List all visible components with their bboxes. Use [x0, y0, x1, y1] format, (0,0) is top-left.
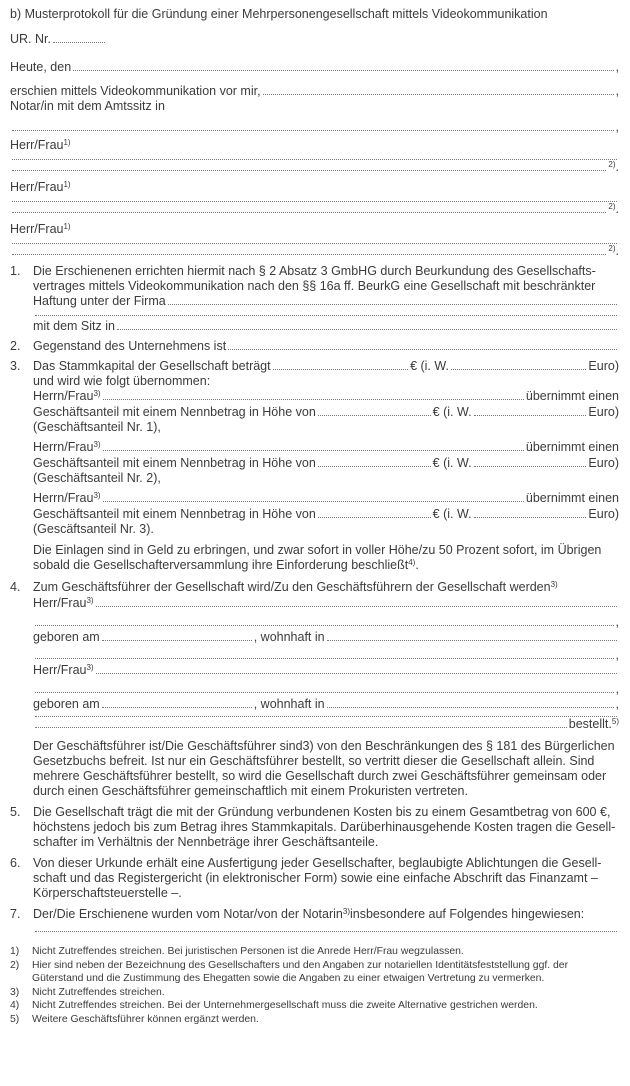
dotted-fill-line — [103, 500, 524, 502]
doc-line — [10, 886, 619, 901]
doc-line — [10, 717, 619, 733]
item-number: 4. — [10, 580, 21, 594]
text-segment: € (i. W. — [432, 405, 472, 419]
text-segment: Die Gesellschaft trägt die mit der Gründung verbundenen Kosten bis zu einem Gesamtbetrag von 600 €, — [33, 805, 611, 819]
doc-line — [10, 739, 619, 754]
clause-2 — [10, 339, 619, 354]
text-segment: . — [415, 558, 419, 572]
text-segment: € (i. W. — [432, 456, 472, 470]
doc-line — [10, 405, 619, 420]
text-segment: Gegenstand des Unternehmens ist — [33, 339, 227, 353]
text-segment: mit dem Sitz in — [33, 319, 115, 333]
footnote-reference: 4) — [408, 558, 416, 567]
text-segment: b) Musterprotokoll für die Gründung einer Mehrpersonengesellschaft mittels Videokommunikation — [10, 7, 548, 21]
text-segment: Heute, den — [10, 60, 72, 74]
doc-line — [10, 663, 619, 679]
doc-line — [10, 596, 619, 612]
dotted-fill-line — [102, 706, 252, 708]
notary-seat-line — [10, 99, 619, 114]
dotted-fill-line — [12, 211, 606, 213]
footnote-reference: 3) — [93, 491, 101, 500]
doc-line — [10, 374, 619, 389]
doc-line — [10, 420, 619, 435]
footnote-reference: 2) — [608, 160, 616, 169]
text-segment: Nicht Zutreffendes streichen. Bei der Unternehmergesellschaft muss die zweite Alternative gestrichen werden. — [32, 1000, 538, 1011]
fill-line — [10, 244, 619, 260]
text-segment: , — [615, 84, 619, 98]
text-segment: , — [615, 60, 619, 74]
dotted-fill-line — [117, 328, 617, 330]
text-segment: , wohnhaft in — [253, 630, 325, 644]
text-segment: Die Erschienenen errichten hiermit nach § 2 Absatz 3 GmbHG durch Beurkundung des Gesellschafts- — [33, 264, 596, 278]
doc-line — [10, 507, 619, 522]
footnote-number: 1) — [10, 946, 20, 957]
dotted-fill-line — [35, 314, 617, 316]
text-segment: . — [615, 202, 619, 216]
text-segment: Die Einlagen sind in Geld zu erbringen, und zwar sofort in voller Höhe/zu 50 Prozent sofort, im Übrigen — [33, 543, 602, 557]
doc-line — [10, 522, 619, 537]
item-number: 3. — [10, 359, 21, 373]
footnote-reference: 1) — [63, 138, 71, 147]
text-segment: Herrn/Frau — [33, 491, 94, 505]
person-1-heading — [10, 138, 619, 154]
text-segment: Hier sind neben der Bezeichnung des Gesellschafters und den Angaben zur notariellen Identitätsfeststellung ggf. der — [32, 959, 569, 971]
fill-line — [10, 120, 619, 135]
text-segment: geboren am — [33, 630, 100, 644]
text-segment: Geschäftsanteil mit einem Nennbetrag in Höhe von — [33, 507, 316, 521]
text-segment: Zum Geschäftsführer der Gesellschaft wird/Zu den Geschäftsführern der Gesellschaft werden — [33, 580, 551, 594]
text-segment: Euro) — [588, 507, 619, 521]
doc-line — [10, 820, 619, 835]
text-segment: UR. Nr. — [10, 32, 51, 46]
footnote-reference: 2) — [608, 202, 616, 211]
text-segment: Der/Die Erschienene wurden vom Notar/von der Notarin — [33, 907, 343, 921]
text-segment: , wohnhaft in — [253, 697, 325, 711]
text-segment: schaft und das Registergericht (in elektronischer Form) sowie eine einfache Abschrift das Finanzamt – — [33, 871, 598, 885]
footnote-reference: 1) — [63, 180, 71, 189]
text-segment: Herrn/Frau — [33, 440, 94, 454]
text-segment: Herr/Frau — [10, 138, 64, 152]
doc-line — [10, 440, 619, 456]
item-number: 6. — [10, 856, 21, 870]
footnote-reference: 3) — [86, 596, 94, 605]
text-segment: , — [615, 697, 619, 711]
dotted-fill-line — [318, 414, 431, 416]
dotted-fill-line — [12, 129, 614, 131]
text-segment: sobald die Gesellschafterversammlung ihre Einforderung beschließt — [33, 558, 409, 572]
dotted-fill-line — [103, 398, 524, 400]
footnote-1 — [10, 945, 619, 959]
footnote-reference: 2) — [608, 244, 616, 253]
text-segment: Euro) — [588, 405, 619, 419]
dotted-fill-line — [168, 303, 617, 305]
text-segment: vertrages mittels Videokommunikation nach den §§ 16a ff. BeurkG eine Gesellschaft mit beschränkter — [33, 279, 596, 293]
text-segment: Der Geschäftsführer ist/Die Geschäftsführer sind3) von den Beschränkungen des § 181 des Bürgerlichen — [33, 739, 615, 753]
person-3-heading — [10, 222, 619, 238]
doc-line — [10, 754, 619, 769]
text-segment: Gesetzbuchs befreit. Ist nur ein Geschäftsführer bestellt, so vertritt dieser die Gesellschaft allein. Sind — [33, 754, 595, 768]
text-segment: Geschäftsanteil mit einem Nennbetrag in Höhe von — [33, 456, 316, 470]
dotted-fill-line — [12, 169, 606, 171]
text-segment: Geschäftsanteil mit einem Nennbetrag in Höhe von — [33, 405, 316, 419]
text-segment: erschien mittels Videokommunikation vor mir, — [10, 84, 261, 98]
footnote-reference: 3) — [93, 389, 101, 398]
dotted-fill-line — [228, 348, 617, 350]
footnote-reference: 3) — [342, 907, 350, 916]
footnote-reference: 5) — [611, 717, 619, 726]
dotted-fill-line — [35, 691, 614, 693]
appeared-line — [10, 84, 619, 99]
clause-7 — [10, 907, 619, 923]
dotted-fill-line — [96, 605, 617, 607]
dotted-fill-line — [35, 930, 617, 932]
text-segment: Herrn/Frau — [33, 389, 94, 403]
doc-line — [10, 543, 619, 558]
dotted-fill-line — [35, 657, 614, 659]
text-segment: Körperschaftsteuerstelle –. — [33, 886, 182, 900]
text-segment: und wird wie folgt übernommen: — [33, 374, 211, 388]
dotted-fill-line — [35, 726, 567, 728]
doc-line — [10, 279, 619, 294]
text-segment: Notar/in mit dem Amtssitz in — [10, 99, 165, 113]
fill-line — [10, 160, 619, 176]
dotted-fill-line — [474, 414, 587, 416]
dotted-fill-line — [474, 516, 587, 518]
doc-line — [10, 784, 619, 799]
text-segment: € (i. W. — [432, 507, 472, 521]
clause-3 — [10, 359, 619, 374]
clause-4 — [10, 580, 619, 596]
footnote-2-cont — [10, 972, 619, 986]
text-segment: mehrere Geschäftsführer bestellt, so wird die Gesellschaft durch zwei Geschäftsführer gemeinsam oder — [33, 769, 607, 783]
dotted-fill-line — [327, 639, 617, 641]
text-segment: Herr/Frau — [10, 180, 64, 194]
footnote-3 — [10, 986, 619, 1000]
footnote-number: 5) — [10, 1013, 20, 1025]
footnote-number: 2) — [10, 959, 20, 971]
text-segment: insbesondere auf Folgendes hingewiesen: — [350, 907, 585, 921]
text-segment: (Gescäftsanteil Nr. 3). — [33, 522, 154, 536]
text-segment: Haftung unter der Firma — [33, 294, 166, 308]
text-segment: Güterstand und die Zustimmung des Ehegatten sowie die Angaben zu einer etwaigen Vertretung zu vermerken. — [32, 973, 545, 984]
date-line — [10, 60, 619, 75]
dotted-fill-line — [53, 41, 105, 43]
document-title — [10, 7, 619, 22]
text-segment: höchstens jedoch bis zum Betrag ihres Stammkapitals. Darüberhinausgehende Kosten tragen die Gesell- — [33, 820, 616, 834]
text-segment: Euro) — [588, 456, 619, 470]
footnote-4 — [10, 999, 619, 1013]
doc-line — [10, 697, 619, 712]
dotted-fill-line — [474, 465, 587, 467]
fill-line — [10, 930, 619, 932]
doc-line — [10, 871, 619, 886]
footnote-reference: 3) — [93, 440, 101, 449]
doc-line — [10, 389, 619, 405]
text-segment: Nicht Zutreffendes streichen. Bei juristischen Personen ist die Anrede Herr/Frau wegzulassen. — [32, 946, 464, 957]
text-segment: . — [615, 160, 619, 174]
footnote-reference: 1) — [63, 222, 71, 231]
text-segment: übernimmt einen — [525, 440, 619, 454]
text-segment: , — [615, 120, 619, 134]
item-number: 5. — [10, 805, 21, 819]
item-number: 2. — [10, 339, 21, 353]
text-segment: , — [615, 682, 619, 696]
dotted-fill-line — [318, 465, 431, 467]
doc-line — [10, 558, 619, 574]
footnote-number: 4) — [10, 1000, 20, 1011]
fill-line — [10, 648, 619, 663]
dotted-fill-line — [273, 368, 408, 370]
doc-line — [10, 319, 619, 334]
text-segment: Herr/Frau — [33, 596, 87, 610]
dotted-fill-line — [96, 672, 617, 674]
doc-line — [10, 491, 619, 507]
doc-line — [10, 835, 619, 850]
dotted-fill-line — [451, 368, 586, 370]
text-segment: übernimmt einen — [525, 389, 619, 403]
text-segment: geboren am — [33, 697, 100, 711]
fill-line — [10, 202, 619, 218]
footnote-reference: 3) — [86, 663, 94, 672]
text-segment: übernimmt einen — [525, 491, 619, 505]
text-segment: Das Stammkapital der Gesellschaft beträgt — [33, 359, 271, 373]
clause-6 — [10, 856, 619, 871]
dotted-fill-line — [73, 69, 613, 71]
dotted-fill-line — [263, 93, 614, 95]
text-segment: Nicht Zutreffendes streichen. — [32, 986, 165, 998]
dotted-fill-line — [103, 449, 524, 451]
item-number: 7. — [10, 907, 21, 921]
doc-line — [10, 769, 619, 784]
text-segment: bestellt. — [568, 717, 612, 731]
text-segment: schafter im Verhältnis der Nennbeträge ihrer Geschäftsanteile. — [33, 835, 379, 849]
text-segment: Von dieser Urkunde erhält eine Ausfertigung jeder Gesellschafter, beglaubigte Ablichtungen die Gesell- — [33, 856, 602, 870]
text-segment: , — [615, 648, 619, 662]
text-segment: (Geschäftsanteil Nr. 1), — [33, 420, 161, 434]
text-segment: Herr/Frau — [33, 663, 87, 677]
footnote-reference: 3) — [550, 580, 558, 589]
text-segment: € (i. W. — [410, 359, 449, 373]
doc-line — [10, 471, 619, 486]
footnote-number: 3) — [10, 986, 20, 998]
clause-1 — [10, 264, 619, 279]
footnote-5 — [10, 1013, 619, 1027]
text-segment: . — [615, 244, 619, 258]
dotted-fill-line — [102, 639, 252, 641]
text-segment: Euro) — [588, 359, 619, 373]
person-2-heading — [10, 180, 619, 196]
dotted-fill-line — [35, 624, 614, 626]
text-segment: Weitere Geschäftsführer können ergänzt werden. — [32, 1013, 259, 1025]
clause-5 — [10, 805, 619, 820]
dotted-fill-line — [318, 516, 431, 518]
item-number: 1. — [10, 264, 21, 278]
dotted-fill-line — [12, 253, 606, 255]
doc-line — [10, 630, 619, 645]
fill-line — [10, 682, 619, 697]
text-segment: , — [615, 615, 619, 629]
text-segment: (Geschäftsanteil Nr. 2), — [33, 471, 161, 485]
text-segment: durch einen Geschäftsführer gemeinschaftlich mit einem Prokuristen vertreten. — [33, 784, 468, 798]
doc-line — [10, 456, 619, 471]
ur-number-line — [10, 32, 619, 47]
text-segment: Herr/Frau — [10, 222, 64, 236]
footnote-2 — [10, 959, 619, 973]
dotted-fill-line — [327, 706, 614, 708]
doc-line — [10, 294, 619, 309]
fill-line — [10, 615, 619, 630]
fill-line — [10, 314, 619, 316]
